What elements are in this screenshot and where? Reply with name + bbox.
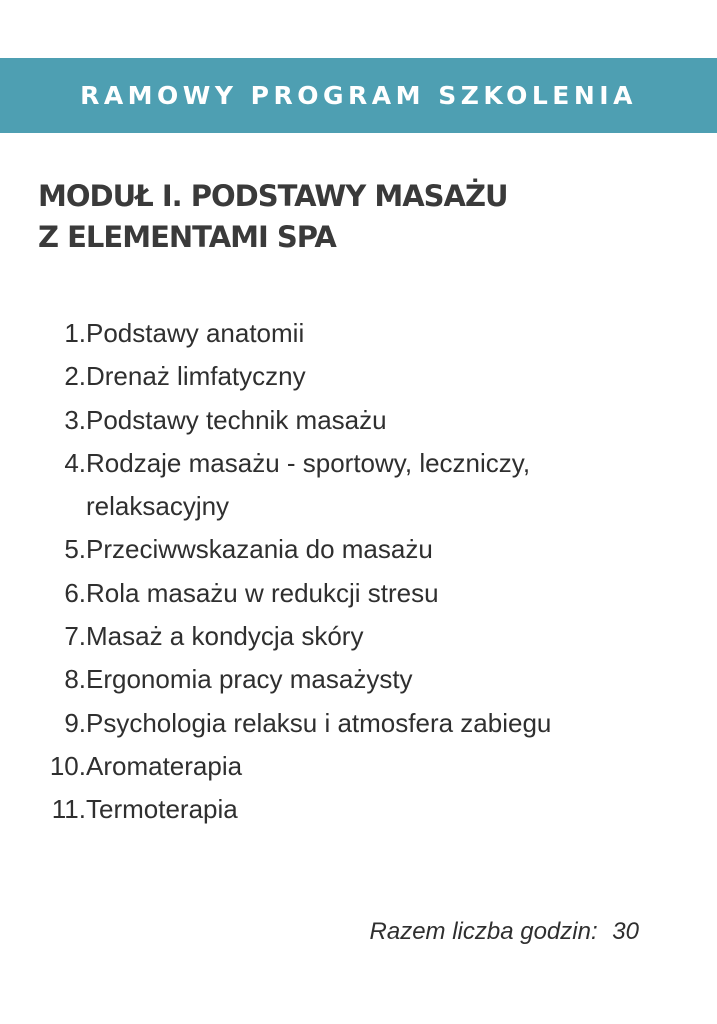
module-title-line-1: MODUŁ I. PODSTAWY MASAŻU bbox=[38, 179, 508, 213]
list-item bbox=[38, 528, 678, 571]
list-item bbox=[38, 615, 678, 658]
module-title-line-2: Z ELEMENTAMI SPA bbox=[38, 220, 336, 254]
list-item-number: 3. bbox=[64, 404, 86, 435]
banner-title: RAMOWY PROGRAM SZKOLENIA bbox=[80, 81, 637, 110]
list-item-number: 7. bbox=[64, 621, 86, 652]
list-item bbox=[38, 312, 678, 355]
total-hours bbox=[370, 918, 639, 946]
header-banner bbox=[0, 58, 717, 133]
list-item-number: 11. bbox=[51, 794, 86, 825]
list-item bbox=[38, 788, 678, 831]
list-item bbox=[38, 355, 678, 398]
list-item-text: Drenaż limfatyczny bbox=[86, 361, 306, 392]
list-item-text: Termoterapia bbox=[86, 794, 238, 825]
list-item bbox=[38, 399, 678, 442]
list-item-text: Przeciwwskazania do masażu bbox=[86, 534, 433, 565]
list-item-text: Psychologia relaksu i atmosfera zabiegu bbox=[86, 707, 552, 738]
list-item-number: 5. bbox=[64, 534, 86, 565]
list-item-text: Rola masażu w redukcji stresu bbox=[86, 577, 439, 608]
list-item-text: Podstawy technik masażu bbox=[86, 404, 387, 435]
list-item-number: 4. bbox=[64, 447, 86, 478]
list-item bbox=[38, 702, 678, 745]
total-hours-value: 30 bbox=[612, 918, 639, 945]
list-item-number: 10. bbox=[49, 750, 86, 781]
list-item-number: 2. bbox=[64, 361, 86, 392]
list-item-text: Podstawy anatomii bbox=[86, 318, 305, 348]
list-item-text: Aromaterapia bbox=[86, 750, 243, 781]
topic-list bbox=[38, 312, 678, 832]
module-title bbox=[38, 176, 678, 258]
list-item-number: 8. bbox=[64, 664, 86, 695]
list-item-number: 1. bbox=[64, 318, 86, 348]
list-item bbox=[38, 658, 678, 701]
list-item-number: 9. bbox=[64, 707, 86, 738]
list-item-text: Ergonomia pracy masażysty bbox=[86, 664, 413, 695]
list-item-number: 6. bbox=[64, 577, 86, 608]
list-item-text: Masaż a kondycja skóry bbox=[86, 621, 364, 652]
list-item bbox=[38, 572, 678, 615]
list-item bbox=[38, 745, 678, 788]
total-hours-label: Razem liczba godzin: bbox=[369, 918, 598, 945]
list-item-text: Rodzaje masażu - sportowy, leczniczy, relaksacyjny bbox=[86, 447, 531, 522]
list-item bbox=[38, 442, 678, 529]
